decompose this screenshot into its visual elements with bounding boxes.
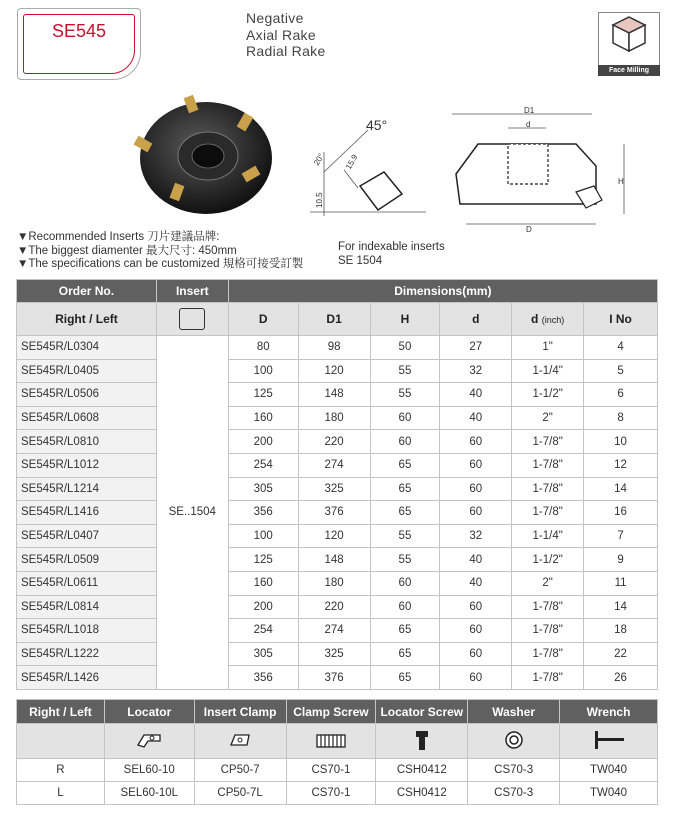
feature-item: Radial Rake	[246, 43, 326, 59]
order-no-cell: SE545R/L1426	[17, 666, 157, 690]
ino-cell: 14	[584, 595, 658, 619]
order-no-cell: SE545R/L0506	[17, 383, 157, 407]
insert-note-line: For indexable inserts	[338, 241, 445, 253]
order-no-cell: SE545R/L0304	[17, 336, 157, 360]
insert-note	[338, 240, 445, 268]
col-ino-header: I No	[584, 303, 658, 336]
parts-cell: SEL60-10L	[104, 782, 194, 805]
parts-header-cell: Locator	[104, 700, 194, 724]
parts-icon-row	[17, 724, 658, 759]
table-row	[17, 406, 658, 430]
D-label: D	[526, 225, 532, 234]
order-no-cell: SE545R/L0814	[17, 595, 157, 619]
parts-row	[17, 759, 658, 782]
order-no-cell: SE545R/L0608	[17, 406, 157, 430]
notes-list	[17, 231, 303, 272]
D1-cell: 274	[298, 453, 370, 477]
parts-icon-blank	[17, 724, 105, 759]
locator-icon	[104, 724, 194, 759]
D1-cell: 325	[298, 477, 370, 501]
D1-cell: 148	[298, 548, 370, 572]
clamp-screw-icon	[286, 724, 376, 759]
parts-cell: SEL60-10	[104, 759, 194, 782]
H-cell: 60	[370, 406, 440, 430]
order-no-cell: SE545R/L0611	[17, 571, 157, 595]
col-d-inch-header	[512, 303, 584, 336]
d-cell: 40	[440, 548, 512, 572]
insert-shape-cell	[156, 303, 228, 336]
D1-cell: 220	[298, 595, 370, 619]
locator-screw-icon	[376, 724, 468, 759]
H-cell: 50	[370, 336, 440, 360]
ino-cell: 26	[584, 666, 658, 690]
parts-header-cell: Washer	[468, 700, 560, 724]
d-inch-cell: 1-7/8"	[512, 501, 584, 525]
cross-section-diagram	[446, 104, 636, 240]
washer-icon	[468, 724, 560, 759]
table-row	[17, 477, 658, 501]
D-cell: 305	[228, 642, 298, 666]
order-no-cell: SE545R/L0405	[17, 359, 157, 383]
parts-header-cell: Wrench	[560, 700, 658, 724]
D-cell: 100	[228, 524, 298, 548]
parts-row	[17, 782, 658, 805]
parts-cell: TW040	[560, 759, 658, 782]
insert-clamp-icon	[194, 724, 286, 759]
d-small-label: d	[526, 120, 531, 129]
D1-cell: 376	[298, 501, 370, 525]
D1-cell: 120	[298, 359, 370, 383]
D-cell: 356	[228, 501, 298, 525]
dimensions-table	[16, 279, 658, 690]
table-row	[17, 548, 658, 572]
dim-a-label: 15.9	[343, 153, 360, 171]
d-cell: 60	[440, 453, 512, 477]
D-cell: 356	[228, 666, 298, 690]
ino-cell: 18	[584, 619, 658, 643]
parts-body	[17, 759, 658, 805]
H-cell: 55	[370, 383, 440, 407]
D-cell: 200	[228, 595, 298, 619]
parts-cell: CS70-1	[286, 782, 376, 805]
parts-table	[16, 699, 658, 805]
insert-angle-diagram	[298, 112, 428, 222]
H-cell: 55	[370, 359, 440, 383]
D-cell: 125	[228, 383, 298, 407]
table-row	[17, 524, 658, 548]
parts-cell: CS70-3	[468, 759, 560, 782]
square-insert-icon	[179, 308, 205, 330]
d-cell: 32	[440, 359, 512, 383]
table-row	[17, 336, 658, 360]
order-no-header: Order No.	[17, 280, 157, 303]
H-cell: 65	[370, 477, 440, 501]
H-cell: 60	[370, 430, 440, 454]
parts-header-cell: Locator Screw	[376, 700, 468, 724]
ino-cell: 12	[584, 453, 658, 477]
insert-note-line: SE 1504	[338, 255, 383, 267]
parts-header-cell: Insert Clamp	[194, 700, 286, 724]
parts-header-cell: Right / Left	[17, 700, 105, 724]
d-inch-cell: 2"	[512, 571, 584, 595]
parts-cell: CS70-3	[468, 782, 560, 805]
d-inch-cell: 1-1/4"	[512, 359, 584, 383]
feature-item: Negative	[246, 10, 304, 26]
product-code: SE545	[51, 21, 107, 41]
feature-list	[246, 10, 326, 60]
angle-small-label: 20°	[311, 152, 326, 167]
parts-cell: CSH0412	[376, 759, 468, 782]
dim-b-label: 10.5	[315, 192, 324, 208]
d-cell: 60	[440, 477, 512, 501]
table-row	[17, 595, 658, 619]
order-no-cell: SE545R/L1012	[17, 453, 157, 477]
ino-cell: 14	[584, 477, 658, 501]
ino-cell: 5	[584, 359, 658, 383]
H-cell: 65	[370, 619, 440, 643]
parts-cell: CSH0412	[376, 782, 468, 805]
order-no-cell: SE545R/L1222	[17, 642, 157, 666]
insert-header: Insert	[156, 280, 228, 303]
H-cell: 65	[370, 666, 440, 690]
H-cell: 65	[370, 501, 440, 525]
table-row	[17, 571, 658, 595]
dimensions-body	[17, 336, 658, 690]
H-cell: 55	[370, 524, 440, 548]
D-cell: 254	[228, 453, 298, 477]
d-inch-cell: 1-1/2"	[512, 383, 584, 407]
face-milling-cube-icon	[599, 13, 659, 55]
table-row	[17, 501, 658, 525]
table-row	[17, 359, 658, 383]
d-inch-cell: 1"	[512, 336, 584, 360]
wrench-icon	[560, 724, 658, 759]
table-row	[17, 619, 658, 643]
D-cell: 80	[228, 336, 298, 360]
D1-cell: 220	[298, 430, 370, 454]
D1-cell: 180	[298, 406, 370, 430]
D-cell: 200	[228, 430, 298, 454]
d-inch-cell: 1-7/8"	[512, 430, 584, 454]
parts-cell: CP50-7	[194, 759, 286, 782]
d-cell: 40	[440, 406, 512, 430]
d-cell: 40	[440, 383, 512, 407]
ino-cell: 11	[584, 571, 658, 595]
note-item: ▼The specifications can be customized 規格可接受訂製	[17, 258, 304, 270]
ino-cell: 6	[584, 383, 658, 407]
D1-cell: 120	[298, 524, 370, 548]
d-inch-cell: 1-7/8"	[512, 666, 584, 690]
parts-cell: CS70-1	[286, 759, 376, 782]
ino-cell: 16	[584, 501, 658, 525]
ino-cell: 22	[584, 642, 658, 666]
parts-cell: CP50-7L	[194, 782, 286, 805]
H-cell: 55	[370, 548, 440, 572]
right-left-header: Right / Left	[17, 303, 157, 336]
d-cell: 60	[440, 595, 512, 619]
order-no-cell: SE545R/L1416	[17, 501, 157, 525]
d-inch-cell: 1-7/8"	[512, 619, 584, 643]
d1-label: D1	[524, 106, 535, 115]
note-item: ▼Recommended Inserts 刀片建議品牌:	[17, 231, 220, 243]
parts-cell: R	[17, 759, 105, 782]
d-inch-cell: 1-1/2"	[512, 548, 584, 572]
order-no-cell: SE545R/L1214	[17, 477, 157, 501]
d-cell: 27	[440, 336, 512, 360]
d-inch-cell: 1-7/8"	[512, 642, 584, 666]
col-D1-header: D1	[298, 303, 370, 336]
note-item: ▼The biggest diamenter 最大尺寸: 450mm	[17, 244, 237, 257]
d-inch-cell: 1-7/8"	[512, 595, 584, 619]
parts-cell: L	[17, 782, 105, 805]
col-d-header: d	[440, 303, 512, 336]
H-cell: 60	[370, 595, 440, 619]
D1-cell: 376	[298, 666, 370, 690]
col-d-inch-unit: (inch)	[541, 315, 565, 325]
D1-cell: 148	[298, 383, 370, 407]
parts-header-row	[17, 700, 658, 724]
D1-cell: 98	[298, 336, 370, 360]
product-code-badge	[17, 8, 141, 80]
parts-header-cell: Clamp Screw	[286, 700, 376, 724]
order-no-cell: SE545R/L0810	[17, 430, 157, 454]
d-inch-cell: 1-7/8"	[512, 477, 584, 501]
ino-cell: 7	[584, 524, 658, 548]
table-row	[17, 453, 658, 477]
table-row	[17, 666, 658, 690]
H-cell: 65	[370, 453, 440, 477]
d-cell: 60	[440, 430, 512, 454]
D-cell: 160	[228, 406, 298, 430]
col-H-header: H	[370, 303, 440, 336]
dimensions-header: Dimensions(mm)	[228, 280, 657, 303]
col-d-inch-label: d	[531, 312, 539, 326]
order-no-cell: SE545R/L0407	[17, 524, 157, 548]
d-inch-cell: 1-1/4"	[512, 524, 584, 548]
D1-cell: 274	[298, 619, 370, 643]
feature-item: Axial Rake	[246, 26, 316, 43]
table-row	[17, 642, 658, 666]
angle-main-label: 45°	[366, 117, 388, 133]
ino-cell: 8	[584, 406, 658, 430]
d-cell: 32	[440, 524, 512, 548]
h-label: H	[618, 177, 624, 186]
H-cell: 65	[370, 642, 440, 666]
d-inch-cell: 1-7/8"	[512, 453, 584, 477]
insert-cell: SE..1504	[156, 336, 228, 690]
ino-cell: 10	[584, 430, 658, 454]
d-cell: 60	[440, 666, 512, 690]
face-milling-icon	[598, 12, 660, 74]
d-cell: 60	[440, 642, 512, 666]
D1-cell: 180	[298, 571, 370, 595]
D-cell: 160	[228, 571, 298, 595]
face-milling-label: Face Milling	[598, 65, 660, 76]
D1-cell: 325	[298, 642, 370, 666]
D-cell: 125	[228, 548, 298, 572]
order-no-cell: SE545R/L0509	[17, 548, 157, 572]
order-no-cell: SE545R/L1018	[17, 619, 157, 643]
col-D-header: D	[228, 303, 298, 336]
d-cell: 60	[440, 619, 512, 643]
d-cell: 40	[440, 571, 512, 595]
cutter-photo	[128, 92, 278, 224]
d-inch-cell: 2"	[512, 406, 584, 430]
table-row	[17, 383, 658, 407]
d-cell: 60	[440, 501, 512, 525]
ino-cell: 4	[584, 336, 658, 360]
D-cell: 254	[228, 619, 298, 643]
D-cell: 305	[228, 477, 298, 501]
table-row	[17, 430, 658, 454]
H-cell: 60	[370, 571, 440, 595]
D-cell: 100	[228, 359, 298, 383]
ino-cell: 9	[584, 548, 658, 572]
parts-cell: TW040	[560, 782, 658, 805]
